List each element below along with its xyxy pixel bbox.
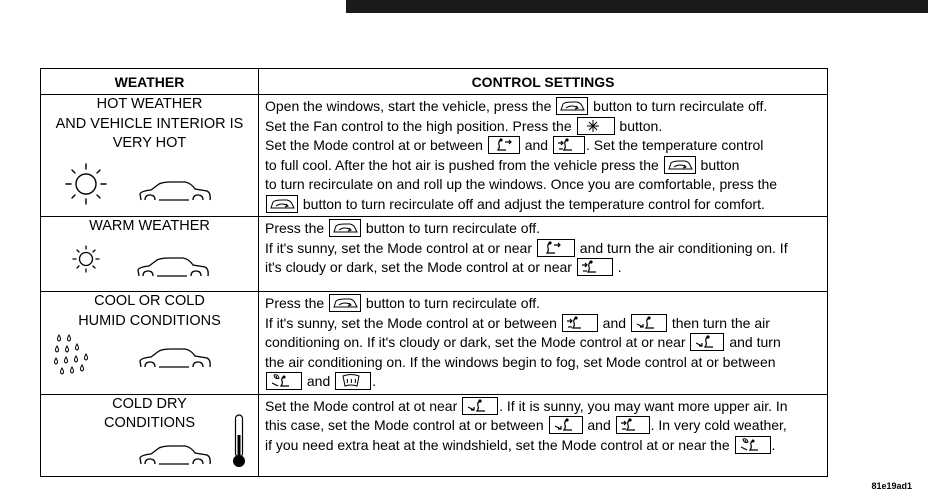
weather-cell [41, 95, 259, 217]
defrost-mode-button[interactable] [335, 372, 371, 390]
instruction-line: Open the windows, start the vehicle, press the button to turn recirculate off. [265, 98, 768, 114]
recirculate-button[interactable] [266, 195, 298, 213]
instruction-line: it's cloudy or dark, set the Mode control at or near . [265, 259, 622, 275]
table-row [41, 217, 828, 292]
recirculate-button[interactable] [329, 294, 361, 312]
recirculate-button[interactable] [556, 97, 588, 115]
ac-snowflake-icon [578, 118, 608, 134]
defrost-mode-icon [336, 373, 366, 389]
instructions-cell [259, 292, 828, 395]
recirculate-icon [330, 295, 360, 311]
bilevel-mode-icon [554, 137, 584, 153]
floor-mode-button[interactable] [631, 314, 667, 332]
floor-mode-icon [632, 315, 662, 331]
floor-mode-icon [463, 398, 493, 414]
instruction-line: Press the button to turn recirculate off. [265, 220, 540, 236]
weather-label: COOL OR COLD HUMID CONDITIONS [78, 293, 221, 329]
bilevel-mode-icon [617, 417, 647, 433]
table-row [41, 394, 828, 476]
bilevel-mode-icon [578, 259, 608, 275]
instruction-line: to full cool. After the hot air is pushed from the vehicle press the button [265, 156, 740, 173]
weather-label: HOT WEATHER AND VEHICLE INTERIOR IS VERY HOT [55, 96, 244, 151]
panel-mode-button[interactable] [537, 239, 575, 257]
control-settings-column-header: CONTROL SETTINGS [259, 69, 828, 95]
top-dark-bar [346, 0, 928, 13]
instructions-cell [259, 217, 828, 292]
mix-mode-button[interactable] [735, 436, 771, 454]
table-row [41, 95, 828, 217]
car-icon [137, 346, 213, 374]
figure-id: 81e19ad1 [871, 481, 912, 491]
sun-icon [63, 161, 109, 207]
sun-icon [71, 244, 101, 274]
car-icon [135, 255, 211, 283]
instructions-cell [259, 95, 828, 217]
raindrops-icon [53, 332, 101, 380]
weather-label: WARM WEATHER [89, 218, 210, 234]
instruction-line: the air conditioning on. If the windows begin to fog, set Mode control at or between [265, 353, 776, 370]
panel-mode-button[interactable] [488, 136, 520, 154]
thermometer-icon [231, 413, 247, 469]
weather-cell [41, 217, 259, 292]
floor-mode-button[interactable] [462, 397, 498, 415]
recirculate-icon [665, 157, 695, 173]
instruction-line: conditioning on. If it's cloudy or dark, set the Mode control at or near and turn [265, 334, 781, 350]
floor-mode-icon [550, 417, 580, 433]
floor-mode-button[interactable] [690, 333, 724, 351]
bilevel-mode-icon [563, 315, 593, 331]
instruction-line: to turn recirculate on and roll up the windows. Once you are comfortable, press the [265, 176, 778, 192]
instruction-line: button to turn recirculate off and adjust the temperature control for comfort. [265, 195, 821, 215]
mix-mode-icon [267, 373, 297, 389]
weather-column-header: WEATHER [41, 69, 259, 95]
weather-cell [41, 292, 259, 395]
recirculate-icon [557, 98, 587, 114]
recirculate-icon [330, 220, 360, 236]
instruction-line: if you need extra heat at the windshield, set the Mode control at or near the . [265, 436, 776, 453]
instruction-line: Press the button to turn recirculate off. [265, 295, 540, 311]
weather-label: COLD DRY CONDITIONS [103, 395, 196, 431]
panel-mode-icon [538, 240, 568, 256]
mix-mode-icon [736, 437, 766, 453]
bilevel-mode-button[interactable] [616, 416, 650, 434]
recirculate-button[interactable] [329, 219, 361, 237]
floor-mode-icon [691, 334, 721, 350]
weather-cell [41, 394, 259, 476]
climate-settings-table [40, 68, 828, 477]
instruction-line: Set the Mode control at or between and . Set the temperature control [265, 137, 764, 153]
table-row [41, 292, 828, 395]
bilevel-mode-button[interactable] [553, 136, 585, 154]
recirculate-button[interactable] [664, 156, 696, 174]
recirculate-icon [267, 196, 297, 212]
bilevel-mode-button[interactable] [562, 314, 598, 332]
instruction-line: and . [265, 372, 821, 392]
instruction-line: Set the Mode control at ot near . If it is sunny, you may want more upper air. In [265, 397, 788, 414]
instruction-line: this case, set the Mode control at or between and . In very cold weather, [265, 417, 787, 433]
table-header-row [41, 69, 828, 95]
instruction-line: Set the Fan control to the high position. Press the button. [265, 117, 663, 134]
ac-button[interactable] [577, 117, 615, 135]
bilevel-mode-button[interactable] [577, 258, 613, 276]
instruction-line: If it's sunny, set the Mode control at or near and turn the air conditioning on. If [265, 239, 788, 256]
mix-mode-button[interactable] [266, 372, 302, 390]
instructions-cell [259, 394, 828, 476]
floor-mode-button[interactable] [549, 416, 583, 434]
instruction-line: If it's sunny, set the Mode control at or between and then turn the air [265, 314, 770, 331]
car-icon [137, 443, 213, 471]
panel-mode-icon [489, 137, 519, 153]
car-icon [137, 179, 213, 207]
